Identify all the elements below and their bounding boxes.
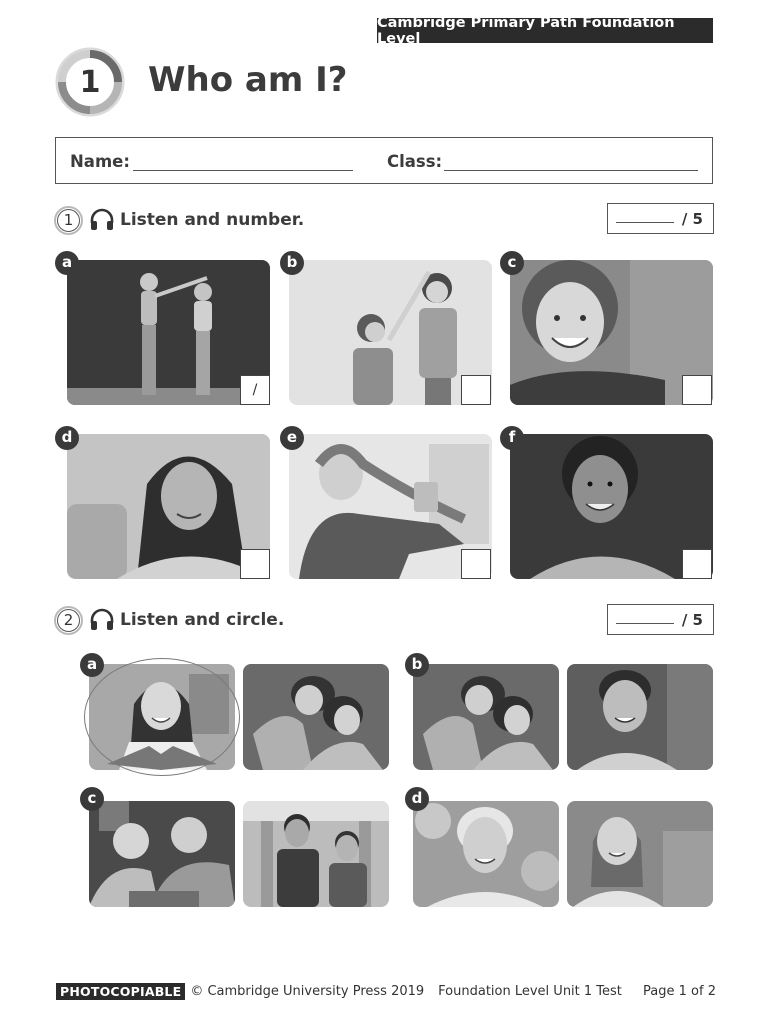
test-name: Foundation Level Unit 1 Test xyxy=(438,983,622,999)
exercise1-number: 1 xyxy=(54,206,83,235)
photo-smiling-girl[interactable] xyxy=(567,801,713,907)
footer xyxy=(56,982,716,1000)
headphones-icon xyxy=(89,208,115,232)
name-label: Name: xyxy=(70,152,130,171)
score-blank xyxy=(616,623,674,624)
answer-box-a[interactable]: / xyxy=(240,375,270,405)
exercise2-heading xyxy=(54,605,284,635)
photo-smiling-boy[interactable] xyxy=(567,664,713,770)
item-letter-c: c xyxy=(500,251,524,275)
name-field[interactable] xyxy=(133,170,353,171)
page-title: Who am I? xyxy=(148,60,348,100)
exercise1-score-box[interactable] xyxy=(607,203,714,234)
answer-box-d[interactable] xyxy=(240,549,270,579)
exercise2-instruction: Listen and circle. xyxy=(120,610,285,630)
answer-box-f[interactable] xyxy=(682,549,712,579)
answer-box-b[interactable] xyxy=(461,375,491,405)
item-letter-e: e xyxy=(280,426,304,450)
photo-elderly-woman[interactable] xyxy=(413,801,559,907)
photo-girls-on-grass[interactable] xyxy=(243,664,389,770)
exercise2-number: 2 xyxy=(54,606,83,635)
photo-two-boys[interactable] xyxy=(243,801,389,907)
item2-letter-a: a xyxy=(80,653,104,677)
item-letter-a: a xyxy=(55,251,79,275)
exercise2-score-box[interactable] xyxy=(607,604,714,635)
item-letter-d: d xyxy=(55,426,79,450)
item-letter-b: b xyxy=(280,251,304,275)
class-field[interactable] xyxy=(444,170,698,171)
exercise2-score-total: / 5 xyxy=(681,610,703,629)
exercise1-instruction: Listen and number. xyxy=(120,210,305,230)
page-number: Page 1 of 2 xyxy=(643,983,716,999)
photo-elderly-men[interactable] xyxy=(89,801,235,907)
exercise1-score-total: / 5 xyxy=(681,209,703,228)
photo-girl-reading[interactable] xyxy=(89,664,235,770)
headphones-icon xyxy=(89,608,115,632)
class-label: Class: xyxy=(387,152,443,171)
item2-letter-b: b xyxy=(405,653,429,677)
student-info-box xyxy=(55,137,713,184)
unit-badge xyxy=(52,46,130,118)
item-letter-f: f xyxy=(500,426,524,450)
photocopiable-badge: PHOTOCOPIABLE xyxy=(56,983,185,1000)
photo-girls-on-grass[interactable] xyxy=(413,664,559,770)
unit-number: 1 xyxy=(79,64,101,100)
item2-letter-d: d xyxy=(405,787,429,811)
exercise1-heading xyxy=(54,205,304,235)
score-blank xyxy=(616,222,674,223)
series-tag: Cambridge Primary Path Foundation Level xyxy=(377,18,713,43)
item2-letter-c: c xyxy=(80,787,104,811)
answer-box-c[interactable] xyxy=(682,375,712,405)
answer-box-e[interactable] xyxy=(461,549,491,579)
copyright-text: © Cambridge University Press 2019 xyxy=(190,983,425,999)
